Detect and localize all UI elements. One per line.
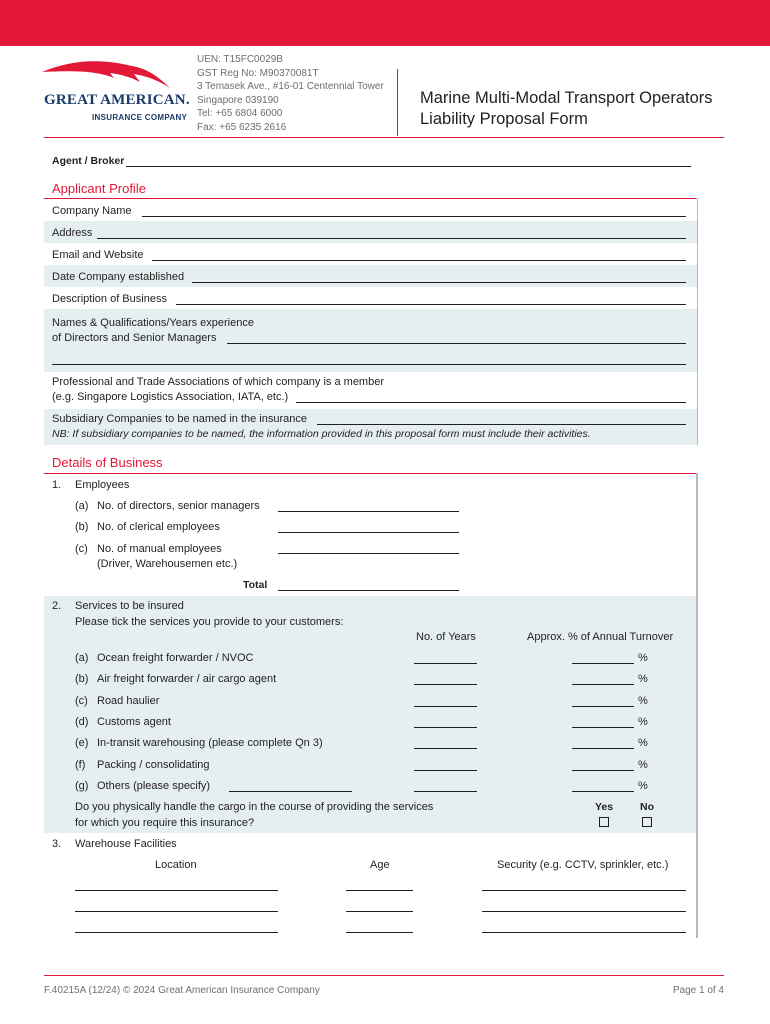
q2-label-line1: Services to be insured (75, 600, 184, 612)
q2-number: 2. (52, 600, 62, 612)
no-checkbox[interactable] (642, 817, 652, 827)
details-of-business-heading: Details of Business (52, 455, 163, 470)
q1a-label: No. of directors, senior managers (97, 500, 260, 512)
email-row (44, 243, 697, 265)
header-divider (397, 69, 398, 136)
service-letter: (b) (75, 673, 89, 685)
form-title-line: Liability Proposal Form (420, 110, 588, 128)
warehouse-security-field[interactable] (482, 911, 686, 912)
service-letter: (g) (75, 780, 89, 792)
total-label: Total (243, 579, 268, 591)
company-address (197, 53, 384, 134)
service-years-field[interactable] (414, 727, 477, 728)
company-logo-text: GREAT AMERICAN. (44, 92, 190, 108)
q1a-field[interactable] (278, 511, 459, 512)
directors-field-extra[interactable] (52, 364, 686, 365)
service-label: Packing / consolidating (97, 759, 210, 771)
q1-label: Employees (75, 479, 130, 491)
subsidiary-label: Subsidiary Companies to be named in the insurance (52, 413, 307, 425)
total-field[interactable] (278, 590, 459, 591)
directors-label-line1: Names & Qualifications/Years experience (52, 317, 254, 329)
service-letter: (c) (75, 695, 88, 707)
service-label: Air freight forwarder / air cargo agent (97, 673, 277, 685)
applicant-profile-heading: Applicant Profile (52, 181, 146, 196)
service-turnover-field[interactable] (572, 727, 634, 728)
q3-number: 3. (52, 838, 62, 850)
service-years-field[interactable] (414, 663, 477, 664)
service-label: Ocean freight forwarder / NVOC (97, 652, 254, 664)
footer-page-number: Page 1 of 4 (672, 985, 724, 996)
percent-sign: % (638, 780, 648, 792)
warehouse-age-field[interactable] (346, 932, 413, 933)
address-line: UEN: T15FC0029B (197, 54, 283, 65)
directors-field[interactable] (227, 343, 686, 344)
service-letter: (a) (75, 652, 89, 664)
subsidiary-row (44, 409, 697, 445)
top-banner (0, 0, 770, 46)
others-specify-field[interactable] (229, 791, 352, 792)
directors-label-line2: of Directors and Senior Managers (52, 332, 217, 344)
associations-row (44, 372, 697, 409)
warehouse-location-field[interactable] (75, 890, 278, 891)
q1b-label: No. of clerical employees (97, 521, 220, 533)
percent-sign: % (638, 759, 648, 771)
warehouse-age-field[interactable] (346, 890, 413, 891)
address-line: Tel: +65 6804 6000 (197, 108, 283, 119)
address-field[interactable] (97, 238, 686, 239)
percent-sign: % (638, 716, 648, 728)
company-name-label: Company Name (52, 205, 132, 217)
address-line: GST Reg No: M90370081T (197, 67, 319, 79)
q1c-letter: (c) (75, 543, 88, 555)
header-rule (44, 137, 724, 138)
agent-broker-field[interactable] (126, 166, 691, 167)
service-letter: (f) (75, 759, 86, 771)
percent-sign: % (638, 695, 648, 707)
email-label: Email and Website (52, 249, 144, 261)
col-location-header: Location (155, 859, 197, 871)
service-years-field[interactable] (414, 770, 477, 771)
percent-sign: % (638, 737, 648, 749)
associations-field[interactable] (296, 402, 686, 403)
percent-sign: % (638, 652, 648, 664)
q1-number: 1. (52, 479, 62, 491)
service-turnover-field[interactable] (572, 748, 634, 749)
q1b-field[interactable] (278, 532, 459, 533)
associations-label-line1: Professional and Trade Associations of which company is a member (52, 376, 384, 388)
address-line: Singapore 039190 (197, 94, 279, 106)
section-side-bar (696, 473, 698, 938)
service-letter: (e) (75, 737, 89, 749)
service-turnover-field[interactable] (572, 706, 634, 707)
company-name-row (44, 199, 697, 221)
service-turnover-field[interactable] (572, 791, 634, 792)
service-years-field[interactable] (414, 748, 477, 749)
address-row (44, 221, 697, 243)
col-security-header: Security (e.g. CCTV, sprinkler, etc.) (497, 859, 669, 871)
q1b-letter: (b) (75, 521, 89, 533)
eagle-logo-icon (40, 58, 180, 94)
handle-cargo-question-line1: Do you physically handle the cargo in the course of providing the services (75, 801, 434, 813)
col-turnover-header: Approx. % of Annual Turnover (527, 631, 674, 643)
warehouse-age-field[interactable] (346, 911, 413, 912)
service-years-field[interactable] (414, 791, 477, 792)
form-title-line: Marine Multi-Modal Transport Operators (420, 89, 713, 107)
section-rule (44, 473, 697, 474)
yes-label: Yes (595, 801, 614, 813)
yes-checkbox[interactable] (599, 817, 609, 827)
service-label: Others (please specify) (97, 780, 211, 792)
date-established-field[interactable] (192, 282, 686, 283)
footer-form-code: F.40215A (12/24) © 2024 Great American Insurance Company (44, 985, 320, 996)
footer-rule (44, 975, 724, 976)
description-field[interactable] (176, 304, 686, 305)
service-turnover-field[interactable] (572, 663, 634, 664)
handle-cargo-question-line2: for which you require this insurance? (75, 817, 255, 829)
service-letter: (d) (75, 716, 89, 728)
q1c-field[interactable] (278, 553, 459, 554)
q1a-letter: (a) (75, 500, 89, 512)
service-label: Road haulier (97, 695, 160, 707)
percent-sign: % (638, 673, 648, 685)
email-field[interactable] (152, 260, 686, 261)
address-line: Fax: +65 6235 2616 (197, 121, 287, 133)
date-established-row (44, 265, 697, 287)
col-years-header: No. of Years (416, 631, 476, 643)
description-row (44, 287, 697, 309)
form-title (420, 88, 713, 130)
service-label: In-transit warehousing (please complete Qn 3) (97, 737, 323, 749)
company-logo-subtext: INSURANCE COMPANY (92, 113, 188, 122)
warehouse-location-field[interactable] (75, 932, 278, 933)
service-turnover-field[interactable] (572, 770, 634, 771)
warehouse-location-field[interactable] (75, 911, 278, 912)
service-turnover-field[interactable] (572, 684, 634, 685)
subsidiary-note: NB: If subsidiary companies to be named, the information provided in this proposal form must include their activities. (52, 428, 591, 440)
service-years-field[interactable] (414, 706, 477, 707)
q1c-label: No. of manual employees (97, 543, 222, 555)
agent-broker-label: Agent / Broker (52, 155, 125, 167)
warehouse-security-field[interactable] (482, 890, 686, 891)
address-label: Address (52, 227, 93, 239)
subsidiary-field[interactable] (317, 424, 686, 425)
q1c-sublabel: (Driver, Warehousemen etc.) (97, 558, 238, 570)
company-name-field[interactable] (142, 216, 686, 217)
associations-label-line2: (e.g. Singapore Logistics Association, IATA, etc.) (52, 391, 289, 403)
q3-label: Warehouse Facilities (75, 838, 177, 850)
service-years-field[interactable] (414, 684, 477, 685)
no-label: No (640, 801, 654, 813)
warehouse-security-field[interactable] (482, 932, 686, 933)
address-line: 3 Temasek Ave., #16-01 Centennial Tower (197, 81, 384, 92)
service-label: Customs agent (97, 716, 171, 728)
date-established-label: Date Company established (52, 271, 185, 283)
col-age-header: Age (370, 859, 390, 871)
q2-label-line2: Please tick the services you provide to your customers: (75, 616, 344, 628)
directors-row (44, 309, 697, 372)
description-label: Description of Business (52, 293, 167, 305)
